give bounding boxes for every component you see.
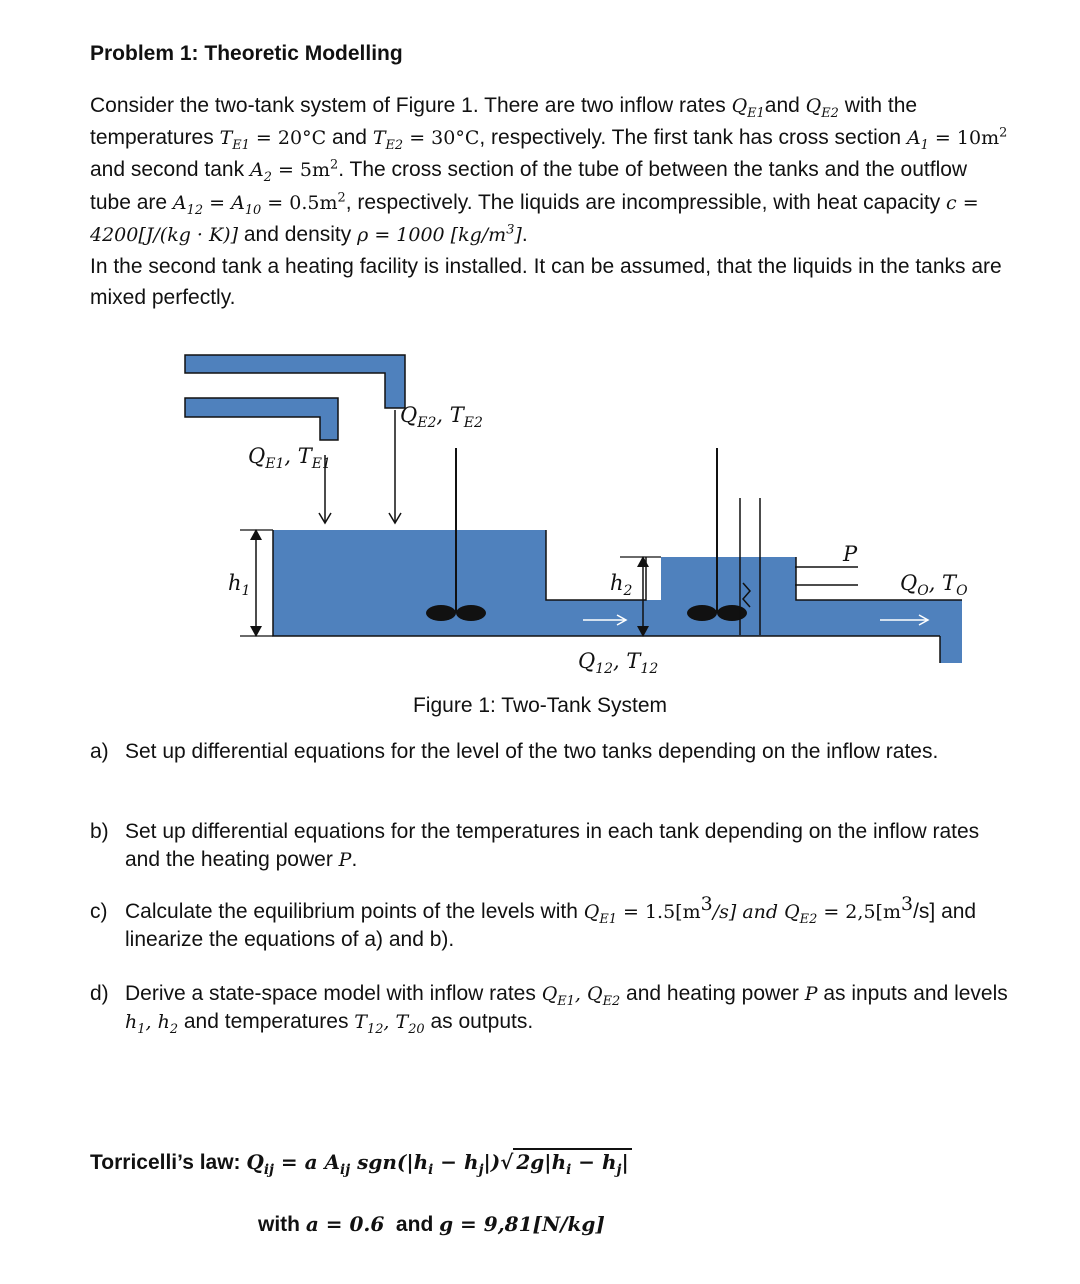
constant-a: a = 0.6 — [305, 1212, 385, 1236]
label-h2: $h_2$ — [610, 571, 633, 599]
question-text: Calculate the equilibrium points of the levels with $Q_{E1} = 1.5[m^3/s]$ and $Q_{E2} = 2,5[m^3/s]$ and linearize the equations of a) and b). — [125, 893, 977, 951]
torricelli-constants: with a = 0.6 and g = 9,81[N/kg] — [258, 1212, 605, 1236]
two-tank-diagram — [180, 345, 980, 685]
question-label: d) — [90, 982, 109, 1005]
intro-text: , respectively. The first tank has cross section — [479, 126, 907, 150]
intro-text: Consider the two-tank system of Figure 1. There are two inflow rates — [90, 94, 732, 117]
label-qe2-te2: $Q_{E2}$, $T_{E2}$ — [400, 403, 483, 431]
math-a2-value: = $5m^2$ — [271, 158, 339, 182]
outflow-tube-water — [796, 600, 962, 663]
tank2-water — [661, 557, 796, 636]
math-qe2: $Q_{E2}$ — [805, 95, 839, 121]
intro-text: and — [764, 94, 806, 117]
intro-text: and second tank — [90, 158, 250, 182]
question-text: Set up differential equations for the temperatures in each tank depending on the inflow rates and the heating power P. — [125, 820, 980, 871]
torricelli-label: Torricelli’s law: — [90, 1151, 247, 1174]
intro-text: . The cross section of the tube of between the tanks and the outflow tube are — [90, 158, 968, 214]
math-a12: $A_{12}$ — [172, 191, 204, 218]
math-qe1: $Q_{E1}$ — [731, 95, 765, 121]
question-b — [90, 818, 1010, 874]
stirrer2-blade-left — [687, 605, 717, 621]
math-te2: $T_{E2}$ — [372, 127, 404, 153]
question-label: b) — [90, 820, 109, 843]
intro-text: with the temperatures — [90, 94, 918, 150]
math-a1-value: = $10m^2$ — [928, 125, 1008, 150]
label-q12-t12: $Q_{12}$, $T_{12}$ — [578, 649, 659, 677]
math-density: ρ = 1000 $[kg/m^3]$ — [357, 222, 522, 246]
math-equals: = — [203, 191, 232, 214]
question-c — [90, 893, 1010, 954]
label-qe1-te1: $Q_{E1}$, $T_{E1}$ — [248, 444, 331, 472]
label-qo-to: $Q_O$, $T_O$ — [900, 571, 968, 599]
math-a2: $A_2$ — [249, 159, 272, 186]
stirrer2-blade-right — [717, 605, 747, 621]
math-a10-value: = $0.5m^2$ — [261, 190, 346, 214]
question-a — [90, 738, 1010, 766]
problem-description: Consider the two-tank system of Figure 1. There are two inflow rates $Q_{E1}and$ $Q_{E2}$ with the temperatures $T_{E1} = 20^\circ C$ and $T_{E2} = 30^\circ C$, respectively. The first tank has cross section $A_1 = 10m^2$ and second tank $A_2 = 5m^2$. The cross section of the tube of between the tanks and the outflow tube are $A_{12} = A_{10} = 0.5m^2$, respectively. The liquids are incompressible, with heat capacity c = 4200[J/(kg · K)] and density ρ = 1000 $[kg/m^3]$. In the second tank a heating facility is installed. It can be assumed, that the liquids in the tanks are mixed perfectly. — [90, 94, 1008, 310]
stirrer1-blade-right — [456, 605, 486, 621]
problem-title: Problem 1: Theoretic Modelling — [90, 42, 403, 65]
question-text: Derive a state-space model with inflow rates $Q_{E1}$, $Q_{E2}$ and heating power P as inputs and levels $h_1$, $h_2$ and temperatures $T_{12}$, $T_{20}$ as outputs. — [125, 982, 1008, 1037]
math-te1: $T_{E1}$ — [219, 127, 250, 153]
inflow-pipe-e1 — [185, 398, 338, 440]
math-heat-capacity: c = 4200[J/(kg · K)] — [90, 191, 979, 246]
question-label: a) — [90, 740, 109, 763]
intro-text: and density — [238, 222, 358, 246]
math-a10: $A_{10}$ — [231, 191, 262, 218]
label-h1: $h_1$ — [228, 571, 251, 599]
question-d — [90, 980, 1010, 1036]
constant-g: g = 9,81[N/kg] — [439, 1212, 605, 1236]
torricelli-law — [90, 1150, 632, 1178]
figure-caption: Figure 1: Two-Tank System — [412, 694, 668, 717]
label-heating-power: P — [843, 542, 858, 566]
stirrer1-blade-left — [426, 605, 456, 621]
question-label: c) — [90, 900, 108, 923]
intro-text: and — [326, 126, 373, 150]
intro-text: , respectively. The liquids are incompressible, with heat capacity — [345, 190, 947, 214]
tank1-water — [273, 530, 546, 636]
math-te1-value: = 20°C — [249, 127, 327, 150]
math-a1: $A_1$ — [906, 127, 929, 153]
intro-text: In the second tank a heating facility is installed. It can be assumed, that the liquids in the tanks are mixed perfectly. — [90, 255, 1002, 310]
question-text: Set up differential equations for the level of the two tanks depending on the inflow rates. — [125, 740, 939, 763]
math-te2-value: = 30°C — [403, 127, 480, 150]
torricelli-equation: $Q_{ij} = a$ $A_{ij}$ $sgn(|h_i - h_j|)√$ $2g|h_i - h_j|$ — [246, 1150, 631, 1174]
